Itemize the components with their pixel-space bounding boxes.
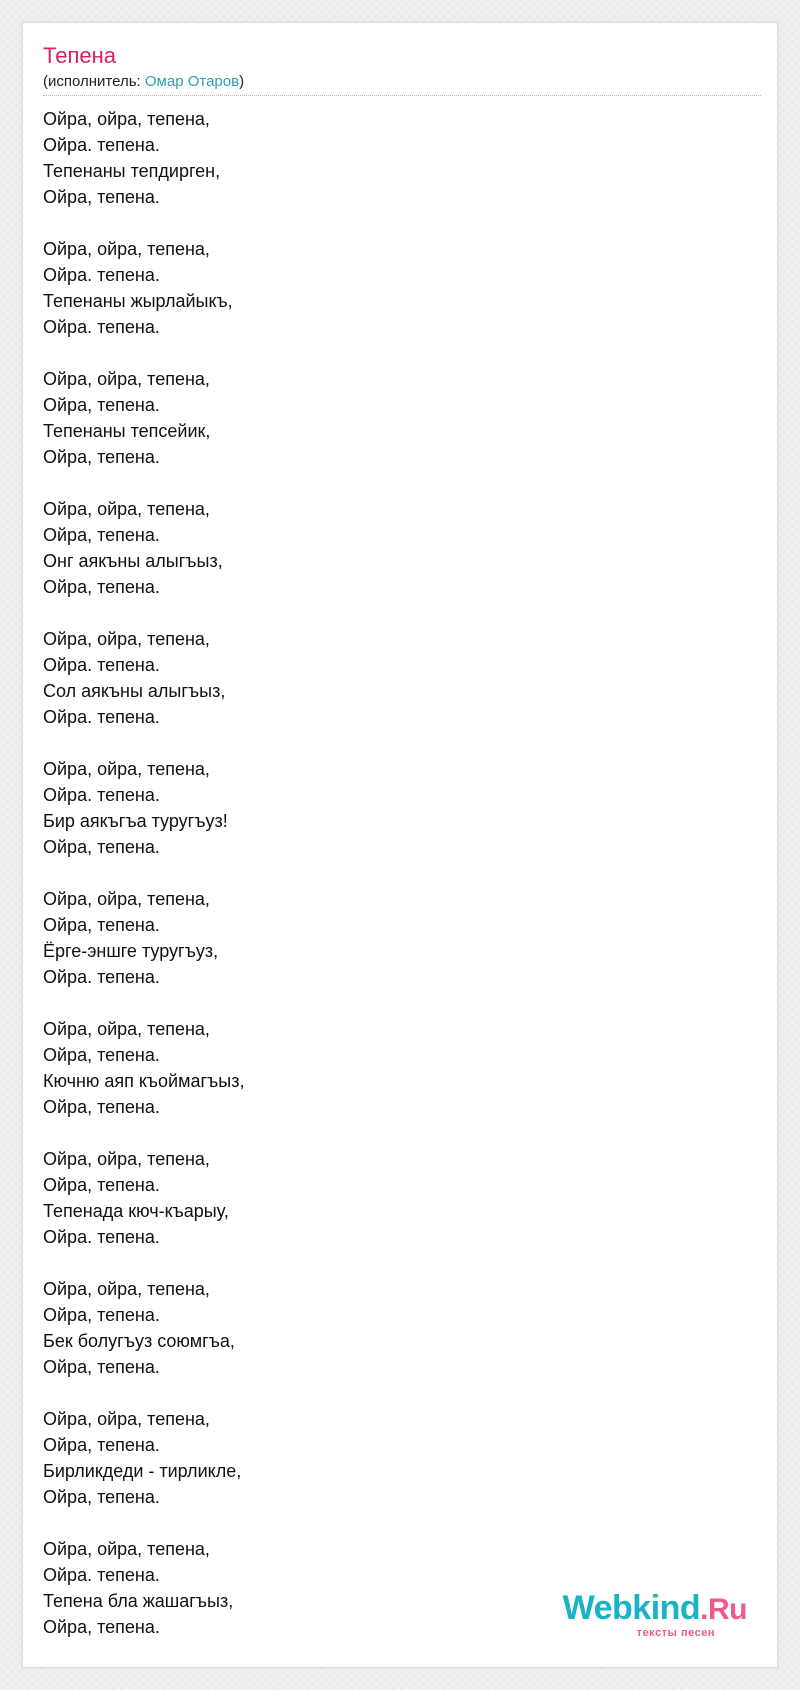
lyrics-stanza <box>43 1146 743 1250</box>
lyric-line: Онг аякъны алыгъыз, <box>43 551 223 571</box>
lyric-line: Ойра, ойра, тепена, <box>43 889 210 909</box>
lyric-line: Ойра, тепена. <box>43 395 160 415</box>
lyric-line: Ойра, ойра, тепена, <box>43 1019 210 1039</box>
lyric-line: Ойра, тепена. <box>43 1435 160 1455</box>
lyric-line: Ойра. тепена. <box>43 967 160 987</box>
lyric-line: Тепенаны жырлайыкъ, <box>43 291 233 311</box>
lyric-line: Ойра, тепена. <box>43 577 160 597</box>
logo-word: Webkind <box>562 1589 701 1627</box>
lyric-line: Ёрге-эншге туругъуз, <box>43 941 219 961</box>
lyric-line: Ойра, ойра, тепена, <box>43 499 210 519</box>
lyric-line: Ойра, тепена. <box>43 187 160 207</box>
lyric-line: Ойра. тепена. <box>43 135 160 155</box>
lyric-line: Ойра. тепена. <box>43 1227 160 1247</box>
lyric-line: Ойра, ойра, тепена, <box>43 1409 210 1429</box>
lyrics-stanza <box>43 366 743 470</box>
lyric-line: Ойра, ойра, тепена, <box>43 239 210 259</box>
lyric-line: Ойра, ойра, тепена, <box>43 629 210 649</box>
artist-line <box>43 73 244 91</box>
lyric-line: Ойра, тепена. <box>43 447 160 467</box>
lyrics-stanza <box>43 1406 743 1510</box>
lyric-line: Тепенаны тепдирген, <box>43 161 221 181</box>
lyric-line: Ойра. тепена. <box>43 1565 160 1585</box>
lyric-line: Тепенада кюч-къарыу, <box>43 1201 229 1221</box>
lyric-line: Ойра. тепена. <box>43 265 160 285</box>
lyrics-stanza <box>43 756 743 860</box>
lyric-line: Ойра, тепена. <box>43 1305 160 1325</box>
lyrics-stanza <box>43 106 743 210</box>
lyrics-stanza <box>43 1276 743 1380</box>
logo-suffix: .Ru <box>700 1593 747 1626</box>
lyrics-stanza <box>43 236 743 340</box>
lyrics-stanza <box>43 1016 743 1120</box>
lyric-line: Ойра, ойра, тепена, <box>43 1539 210 1559</box>
artist-link[interactable]: Омар Отаров <box>144 73 240 90</box>
lyric-line: Ойра, тепена. <box>43 1357 160 1377</box>
lyric-line: Бирликдеди - тирликле, <box>43 1461 242 1481</box>
lyrics-stanza <box>43 496 743 600</box>
lyric-line: Ойра, ойра, тепена, <box>43 109 210 129</box>
lyric-line: Ойра, тепена. <box>43 837 160 857</box>
lyric-line: Кючню аяп къоймагъыз, <box>43 1071 245 1091</box>
song-title: Тепена <box>43 43 116 68</box>
lyric-line: Ойра, ойра, тепена, <box>43 369 210 389</box>
lyric-line: Ойра. тепена. <box>43 317 160 337</box>
lyric-line: Ойра, тепена. <box>43 1045 160 1065</box>
lyric-line: Ойра, ойра, тепена, <box>43 1279 210 1299</box>
lyric-line: Ойра, тепена. <box>43 1487 160 1507</box>
lyric-line: Ойра, ойра, тепена, <box>43 759 210 779</box>
artist-prefix: (исполнитель: <box>43 73 145 90</box>
lyric-line: Ойра, тепена. <box>43 1097 160 1117</box>
lyric-line: Ойра. тепена. <box>43 655 160 675</box>
lyric-line: Ойра, тепена. <box>43 1175 160 1195</box>
lyric-line: Ойра, тепена. <box>43 525 160 545</box>
logo-wordmark <box>563 1589 747 1629</box>
lyrics-card <box>22 22 778 1668</box>
webkind-logo[interactable] <box>551 1589 751 1643</box>
lyric-line: Ойра. тепена. <box>43 707 160 727</box>
lyrics-body <box>43 106 743 1666</box>
lyric-line: Сол аякъны алыгъыз, <box>43 681 226 701</box>
lyric-line: Ойра, ойра, тепена, <box>43 1149 210 1169</box>
lyric-line: Бек болугъуз союмгъа, <box>43 1331 235 1351</box>
lyric-line: Тепена бла жашагъыз, <box>43 1591 234 1611</box>
logo-tagline: тексты песен <box>636 1627 715 1639</box>
lyric-line: Бир аякъгъа туругъуз! <box>43 811 228 831</box>
lyric-line: Тепенаны тепсейик, <box>43 421 211 441</box>
artist-suffix: ) <box>239 73 245 90</box>
lyric-line: Ойра, тепена. <box>43 1617 160 1637</box>
lyrics-stanza <box>43 626 743 730</box>
lyrics-stanza <box>43 886 743 990</box>
lyric-line: Ойра, тепена. <box>43 915 160 935</box>
title-divider <box>43 95 761 96</box>
lyric-line: Ойра. тепена. <box>43 785 160 805</box>
